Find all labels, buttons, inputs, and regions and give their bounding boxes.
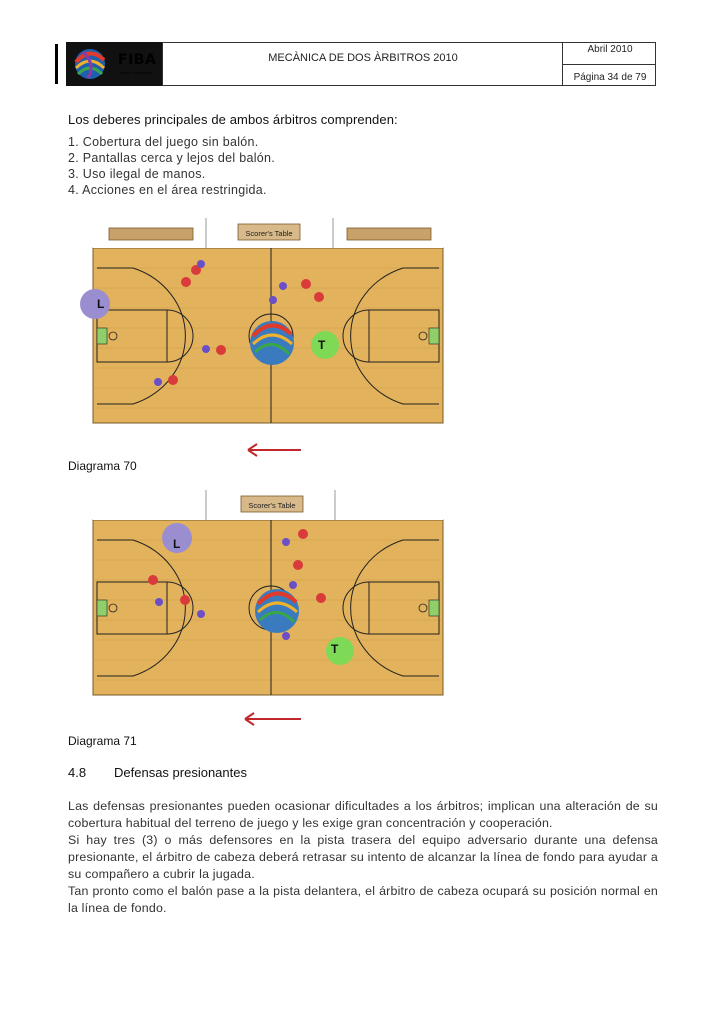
section-title: Defensas presionantes: [114, 765, 247, 780]
fiba-logo: [66, 42, 163, 86]
paragraph: Si hay tres (3) o más defensores en la pista trasera del equipo adversario durante una defensa presionante, el árbitro de cabeza deberá retrasar su intento de alcanzar la línea de fondo para ayudar a su compañero a cubrir la jugada.: [68, 833, 658, 881]
page-number: Página 34 de 79: [573, 72, 647, 83]
scorers-table-label: Scorer's Table: [245, 229, 293, 238]
header-left-bar: [55, 44, 58, 84]
paragraph: Las defensas presionantes pueden ocasionar dificultades a los árbitros; implican una alteración de su cobertura habitual del terreno de juego y les exige gran concentración y cooperación.: [68, 799, 658, 830]
section-number: 4.8: [68, 765, 87, 780]
scorers-table-label: Scorer's Table: [248, 501, 296, 510]
court-diagram-71: [73, 490, 473, 730]
document-date: Abril 2010: [587, 44, 633, 55]
duties-list: [68, 134, 275, 198]
paragraph: Tan pronto como el balón pase a la pista delantera, el árbitro de cabeza ocupará su posición normal en la línea de fondo.: [68, 884, 658, 915]
header-divider: [563, 64, 656, 65]
intro-heading: Los deberes principales de ambos árbitros comprenden:: [68, 112, 398, 127]
court-diagram-70: [73, 218, 473, 458]
lead-official-label: L: [97, 297, 105, 311]
trail-official-label: T: [318, 338, 326, 352]
diagram-70-caption: Diagrama 70: [68, 459, 137, 473]
logo-text: FIBA: [118, 52, 157, 68]
document-title: MECÀNICA DE DOS ÀRBITROS 2010: [268, 52, 458, 64]
list-item: 4. Acciones en el área restringida.: [68, 183, 267, 197]
logo-subtext: Mundo Basketball: [120, 70, 152, 75]
list-item: 1. Cobertura del juego sin balón.: [68, 135, 259, 149]
list-item: 3. Uso ilegal de manos.: [68, 167, 206, 181]
header-title-cell: [163, 42, 563, 86]
list-item: 2. Pantallas cerca y lejos del balón.: [68, 151, 276, 165]
section-body: [68, 798, 658, 917]
trail-official-label: T: [331, 642, 339, 656]
diagram-71-caption: Diagrama 71: [68, 734, 137, 748]
lead-official-label: L: [173, 537, 181, 551]
